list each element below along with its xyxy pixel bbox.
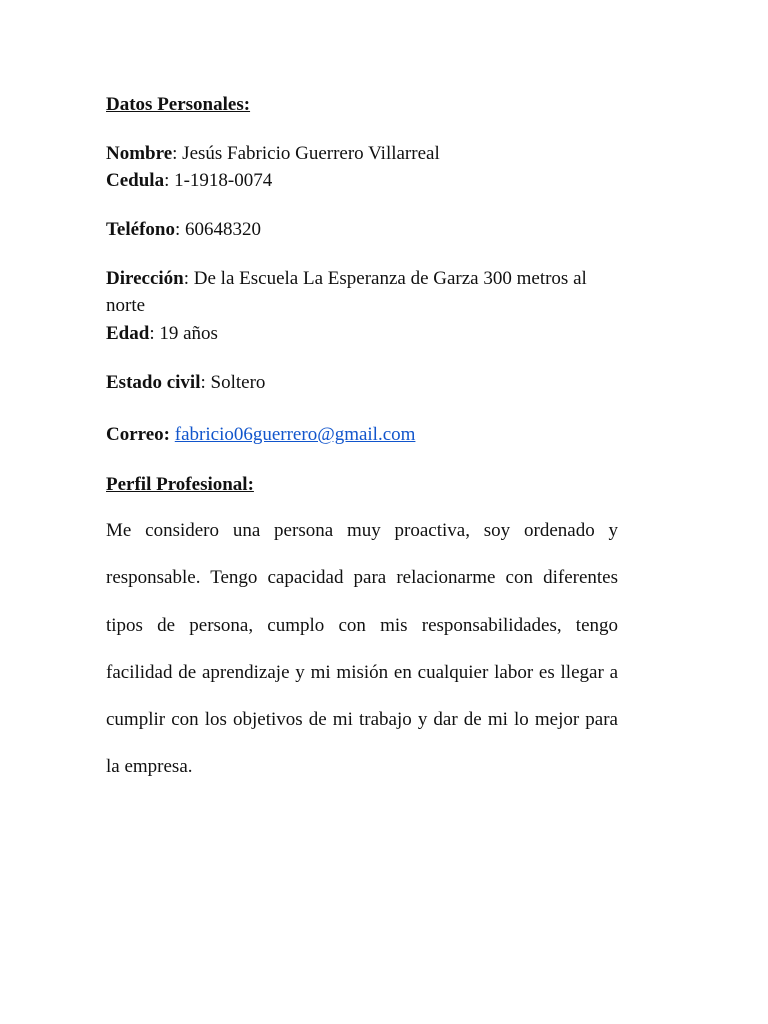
personal-data-heading: Datos Personales: [106,94,251,115]
field-separator: : [149,323,160,344]
field-telefono [106,216,261,243]
field-label: Estado civil [106,372,201,393]
paragraph-line: tipos de persona, cumplo con mis responsabilidades, tengo [106,614,618,636]
field-separator: : [183,268,194,289]
email-link[interactable]: fabricio06guerrero@gmail.com [174,424,416,445]
paragraph-line: responsable. Tengo capacidad para relacionarme con diferentes [106,567,618,589]
field-direccion [106,265,587,292]
field-label: Teléfono [106,219,175,240]
profile-paragraph [106,507,618,791]
field-label: Correo: [106,424,171,445]
field-label: Cedula [106,170,165,191]
paragraph-line: Me considero una persona muy proactiva, soy ordenado y [106,520,618,541]
field-label: Dirección [106,268,184,289]
field-label: Nombre [106,143,173,164]
field-value: 19 años [159,323,218,344]
field-value: 60648320 [185,219,261,240]
field-cedula [106,167,272,194]
field-separator: : [172,143,183,164]
field-value: De la Escuela La Esperanza de Garza 300 metros al [193,268,587,289]
field-direccion-continued: norte [106,295,146,316]
field-correo [106,421,415,448]
field-separator: : [164,170,175,191]
field-separator: : [200,372,211,393]
paragraph-line: para la empresa. [106,709,618,778]
field-value: Jesús Fabricio Guerrero Villarreal [182,143,440,164]
field-value: Soltero [210,372,266,393]
professional-profile-heading: Perfil Profesional: [106,474,254,495]
field-estado-civil [106,369,265,396]
field-separator: : [174,219,185,240]
field-label: Edad [106,323,150,344]
field-nombre [106,140,440,167]
paragraph-line: a cumplir con los objetivos de mi trabajo y dar de mi lo mejor [106,661,618,731]
field-edad [106,320,218,347]
paragraph-line: facilidad de aprendizaje y mi misión en cualquier labor es llegar [106,661,604,683]
field-value: 1-1918-0074 [174,170,273,191]
